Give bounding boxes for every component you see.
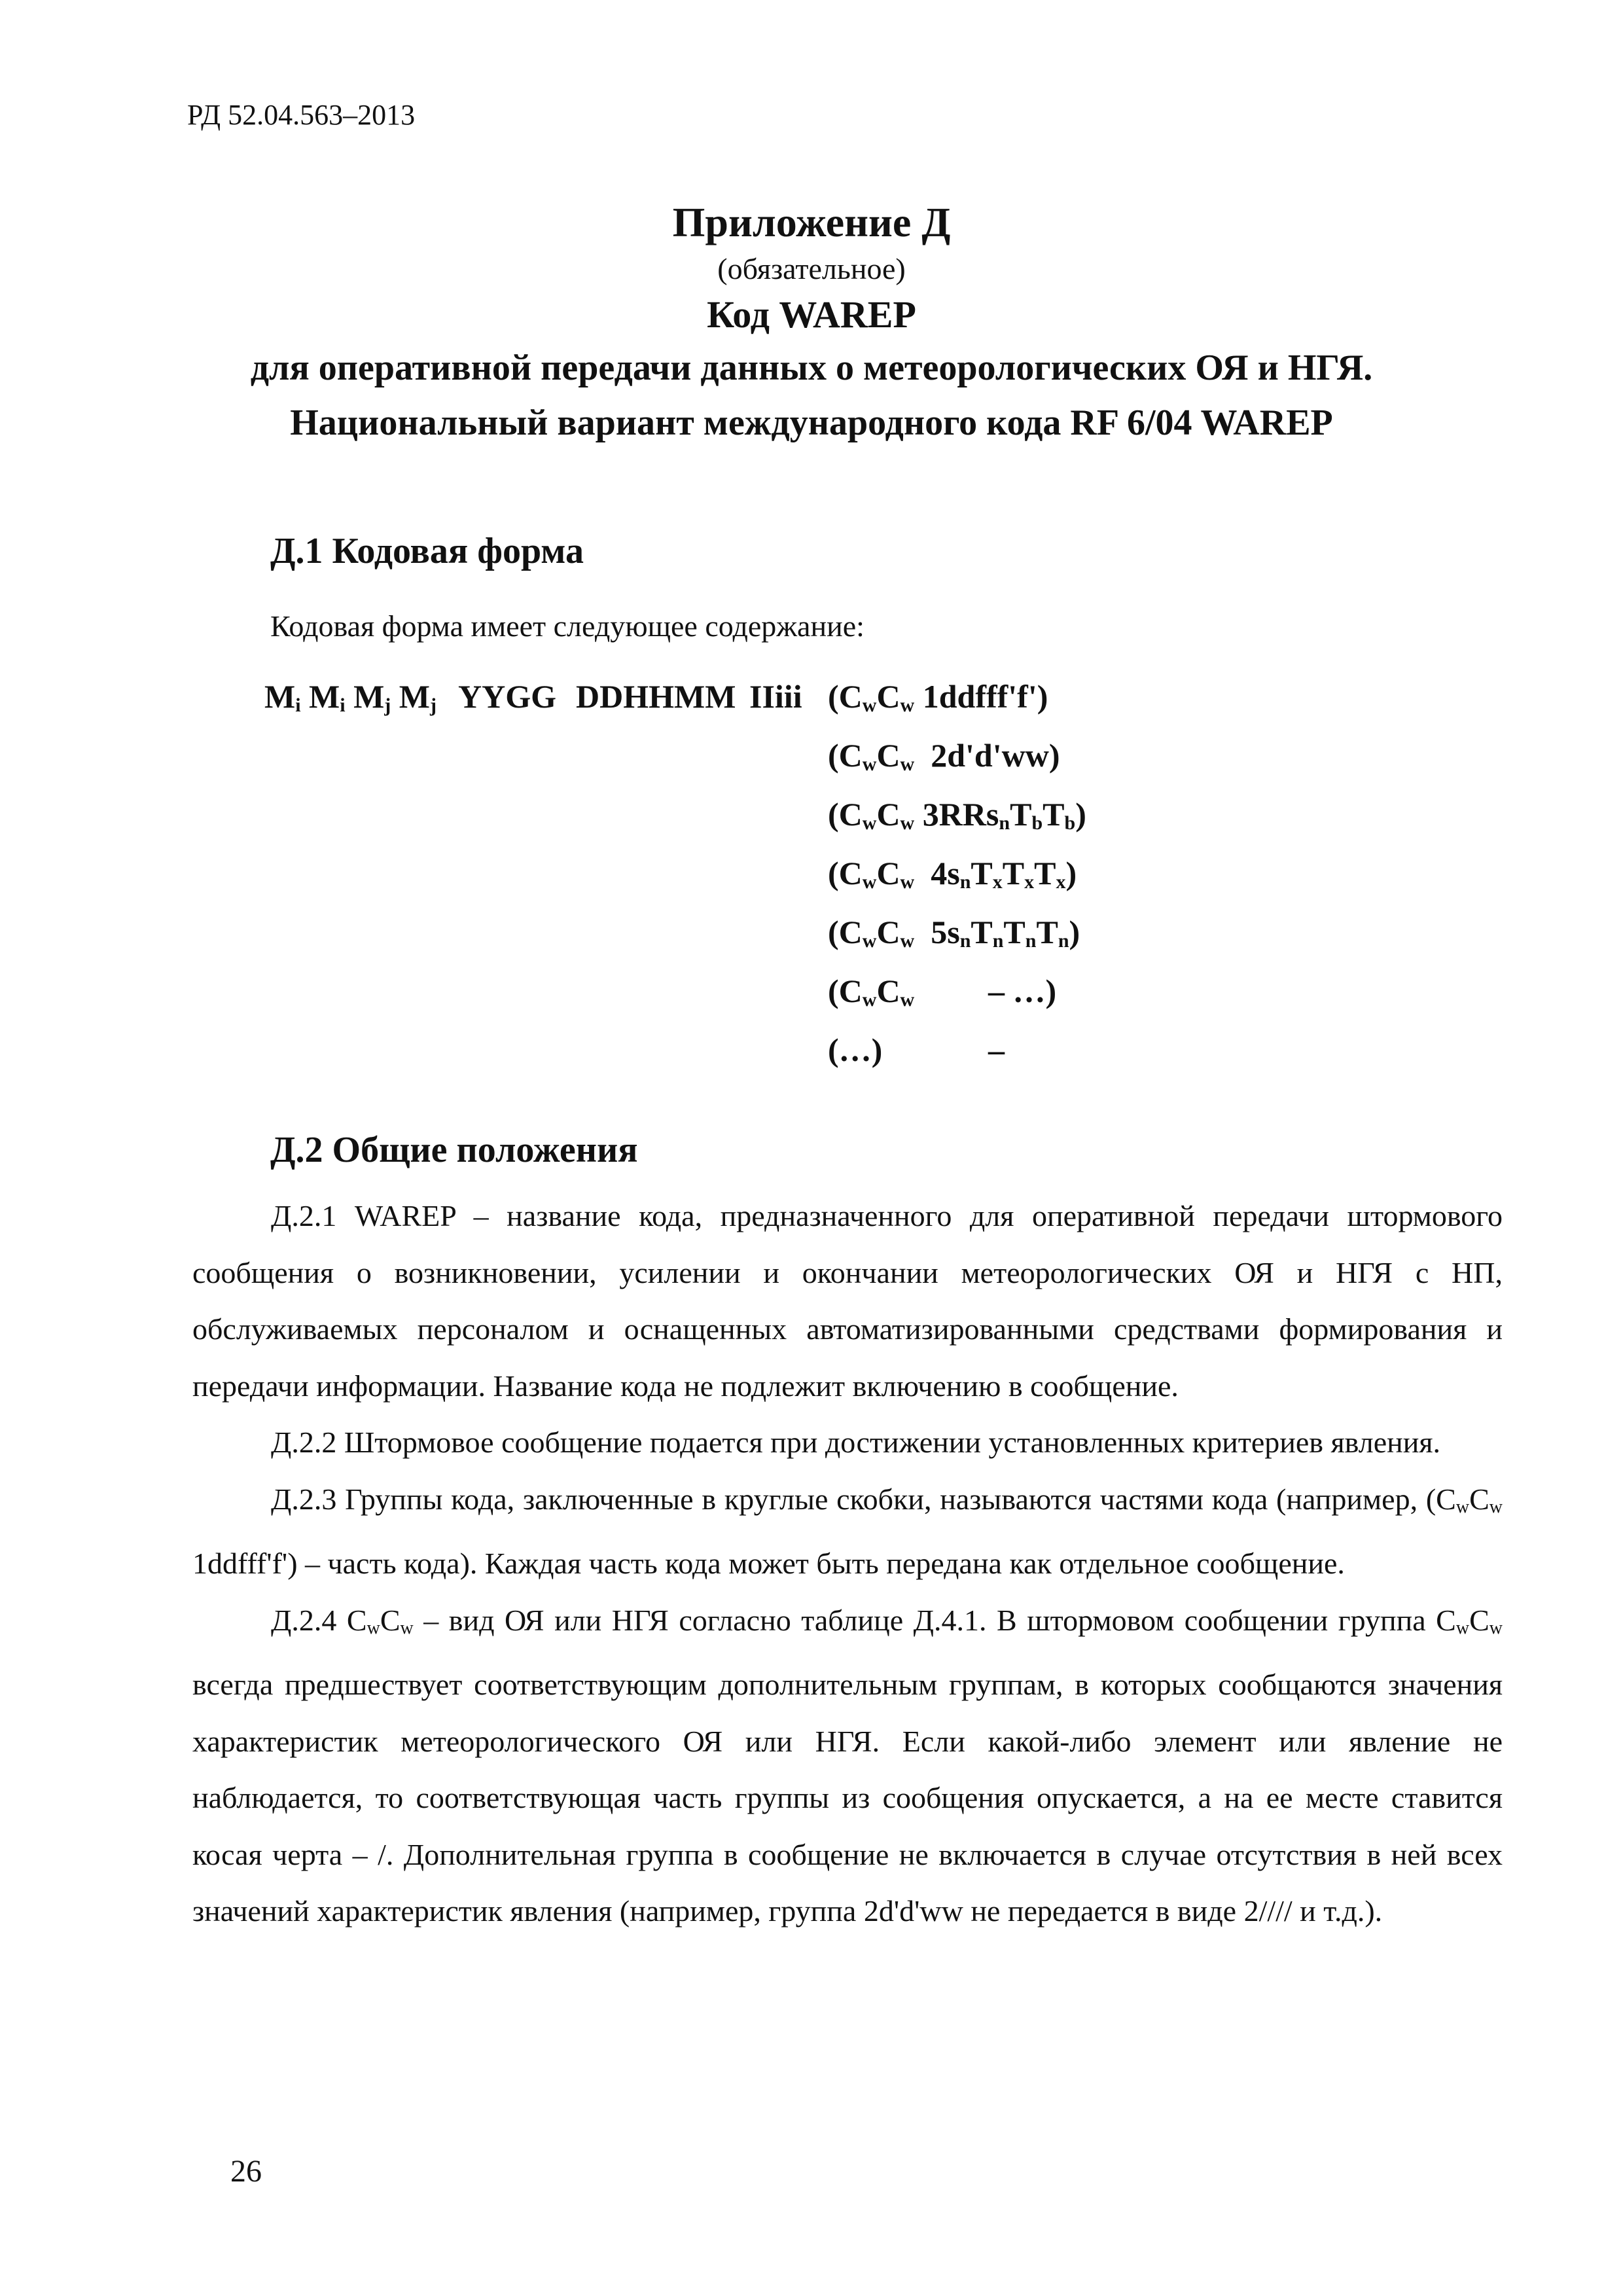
section-1-heading: Д.1 Кодовая форма: [270, 531, 584, 571]
section-2-body: [192, 1188, 1503, 1940]
appendix-subtitle-line-2: Национальный вариант международного кода RF 6/04 WAREP: [290, 403, 1333, 443]
code-part-5: ($C_wC_w$ $5s_nT_nT_nT_n$): [828, 914, 1080, 952]
code-group-ddhhmm: DDHHMM: [576, 678, 736, 715]
code-part-4: ($C_wC_w$ $4s_nT_xT_xT_x$): [828, 855, 1077, 893]
appendix-status: (обязательное): [717, 252, 906, 285]
paragraph-d-2-4: Д.2.4 $C_wC_w$ – вид ОЯ или НГЯ согласно таблице Д.4.1. В штормовом сообщении группа $C_wC_w$ всегда предшествует соответствующим дополнительным группам, в которых сообщаются значения характеристик метеорологического ОЯ или НГЯ. Если какой-либо элемент или явление не наблюдается, то соответствующая часть группы из сообщения опускается, а на ее месте ставится косая черта – /. Дополнительная группа в сообщение не включается в случае отсутствия в ней всех значений характеристик явления (например, группа 2d'd'ww не передается в виде 2//// и т.д.).: [192, 1603, 1503, 1928]
code-part-6: ($C_wC_w$: [828, 973, 915, 1011]
code-part-2: ($C_wC_w$ 2d'd'ww): [828, 737, 1060, 775]
code-part-3: ($C_wC_w$ $3RRs_nT_bT_b$): [828, 796, 1086, 834]
code-group-iiiii: IIiii: [749, 678, 802, 715]
document-code-header: РД 52.04.563–2013: [187, 99, 416, 131]
appendix-title: Приложение Д: [672, 199, 951, 245]
paragraph-d-2-1: Д.2.1 WAREP – название кода, предназначенного для оперативной передачи штормового сообщения о возникновении, усилении и окончании метеорологических ОЯ и НГЯ с НП, обслуживаемых персоналом и оснащенных автоматизированными средствами формирования и передачи информации. Название кода не подлежит включению в сообщение.: [192, 1199, 1503, 1403]
paragraph-d-2-2: Д.2.2 Штормовое сообщение подается при достижении установленных критериев явления.: [271, 1426, 1441, 1459]
code-group-yygg: YYGG: [458, 678, 556, 715]
section-2-heading: Д.2 Общие положения: [270, 1130, 638, 1170]
page-number: 26: [230, 2154, 262, 2189]
code-part-7: (…): [828, 1031, 883, 1068]
code-form-indicators: $M_i$ $M_i$ $M_j$ $M_j$: [264, 678, 437, 716]
code-part-6-ellipsis: – …): [988, 973, 1057, 1009]
code-part-1: ($C_wC_w$ 1ddfff'f'): [828, 678, 1048, 716]
code-form-intro: Кодовая форма имеет следующее содержание:: [270, 609, 865, 643]
code-part-7-dash: –: [988, 1031, 1005, 1068]
code-name: Код WAREP: [707, 293, 916, 336]
paragraph-d-2-3: Д.2.3 Группы кода, заключенные в круглые скобки, называются частями кода (например, ($C_wC_w$ 1ddfff'f') – часть кода). Каждая часть кода может быть передана как отдельное сообщение.: [192, 1482, 1503, 1580]
appendix-title-block: [0, 196, 1623, 450]
appendix-subtitle-line-1: для оперативной передачи данных о метеорологических ОЯ и НГЯ.: [250, 348, 1373, 388]
